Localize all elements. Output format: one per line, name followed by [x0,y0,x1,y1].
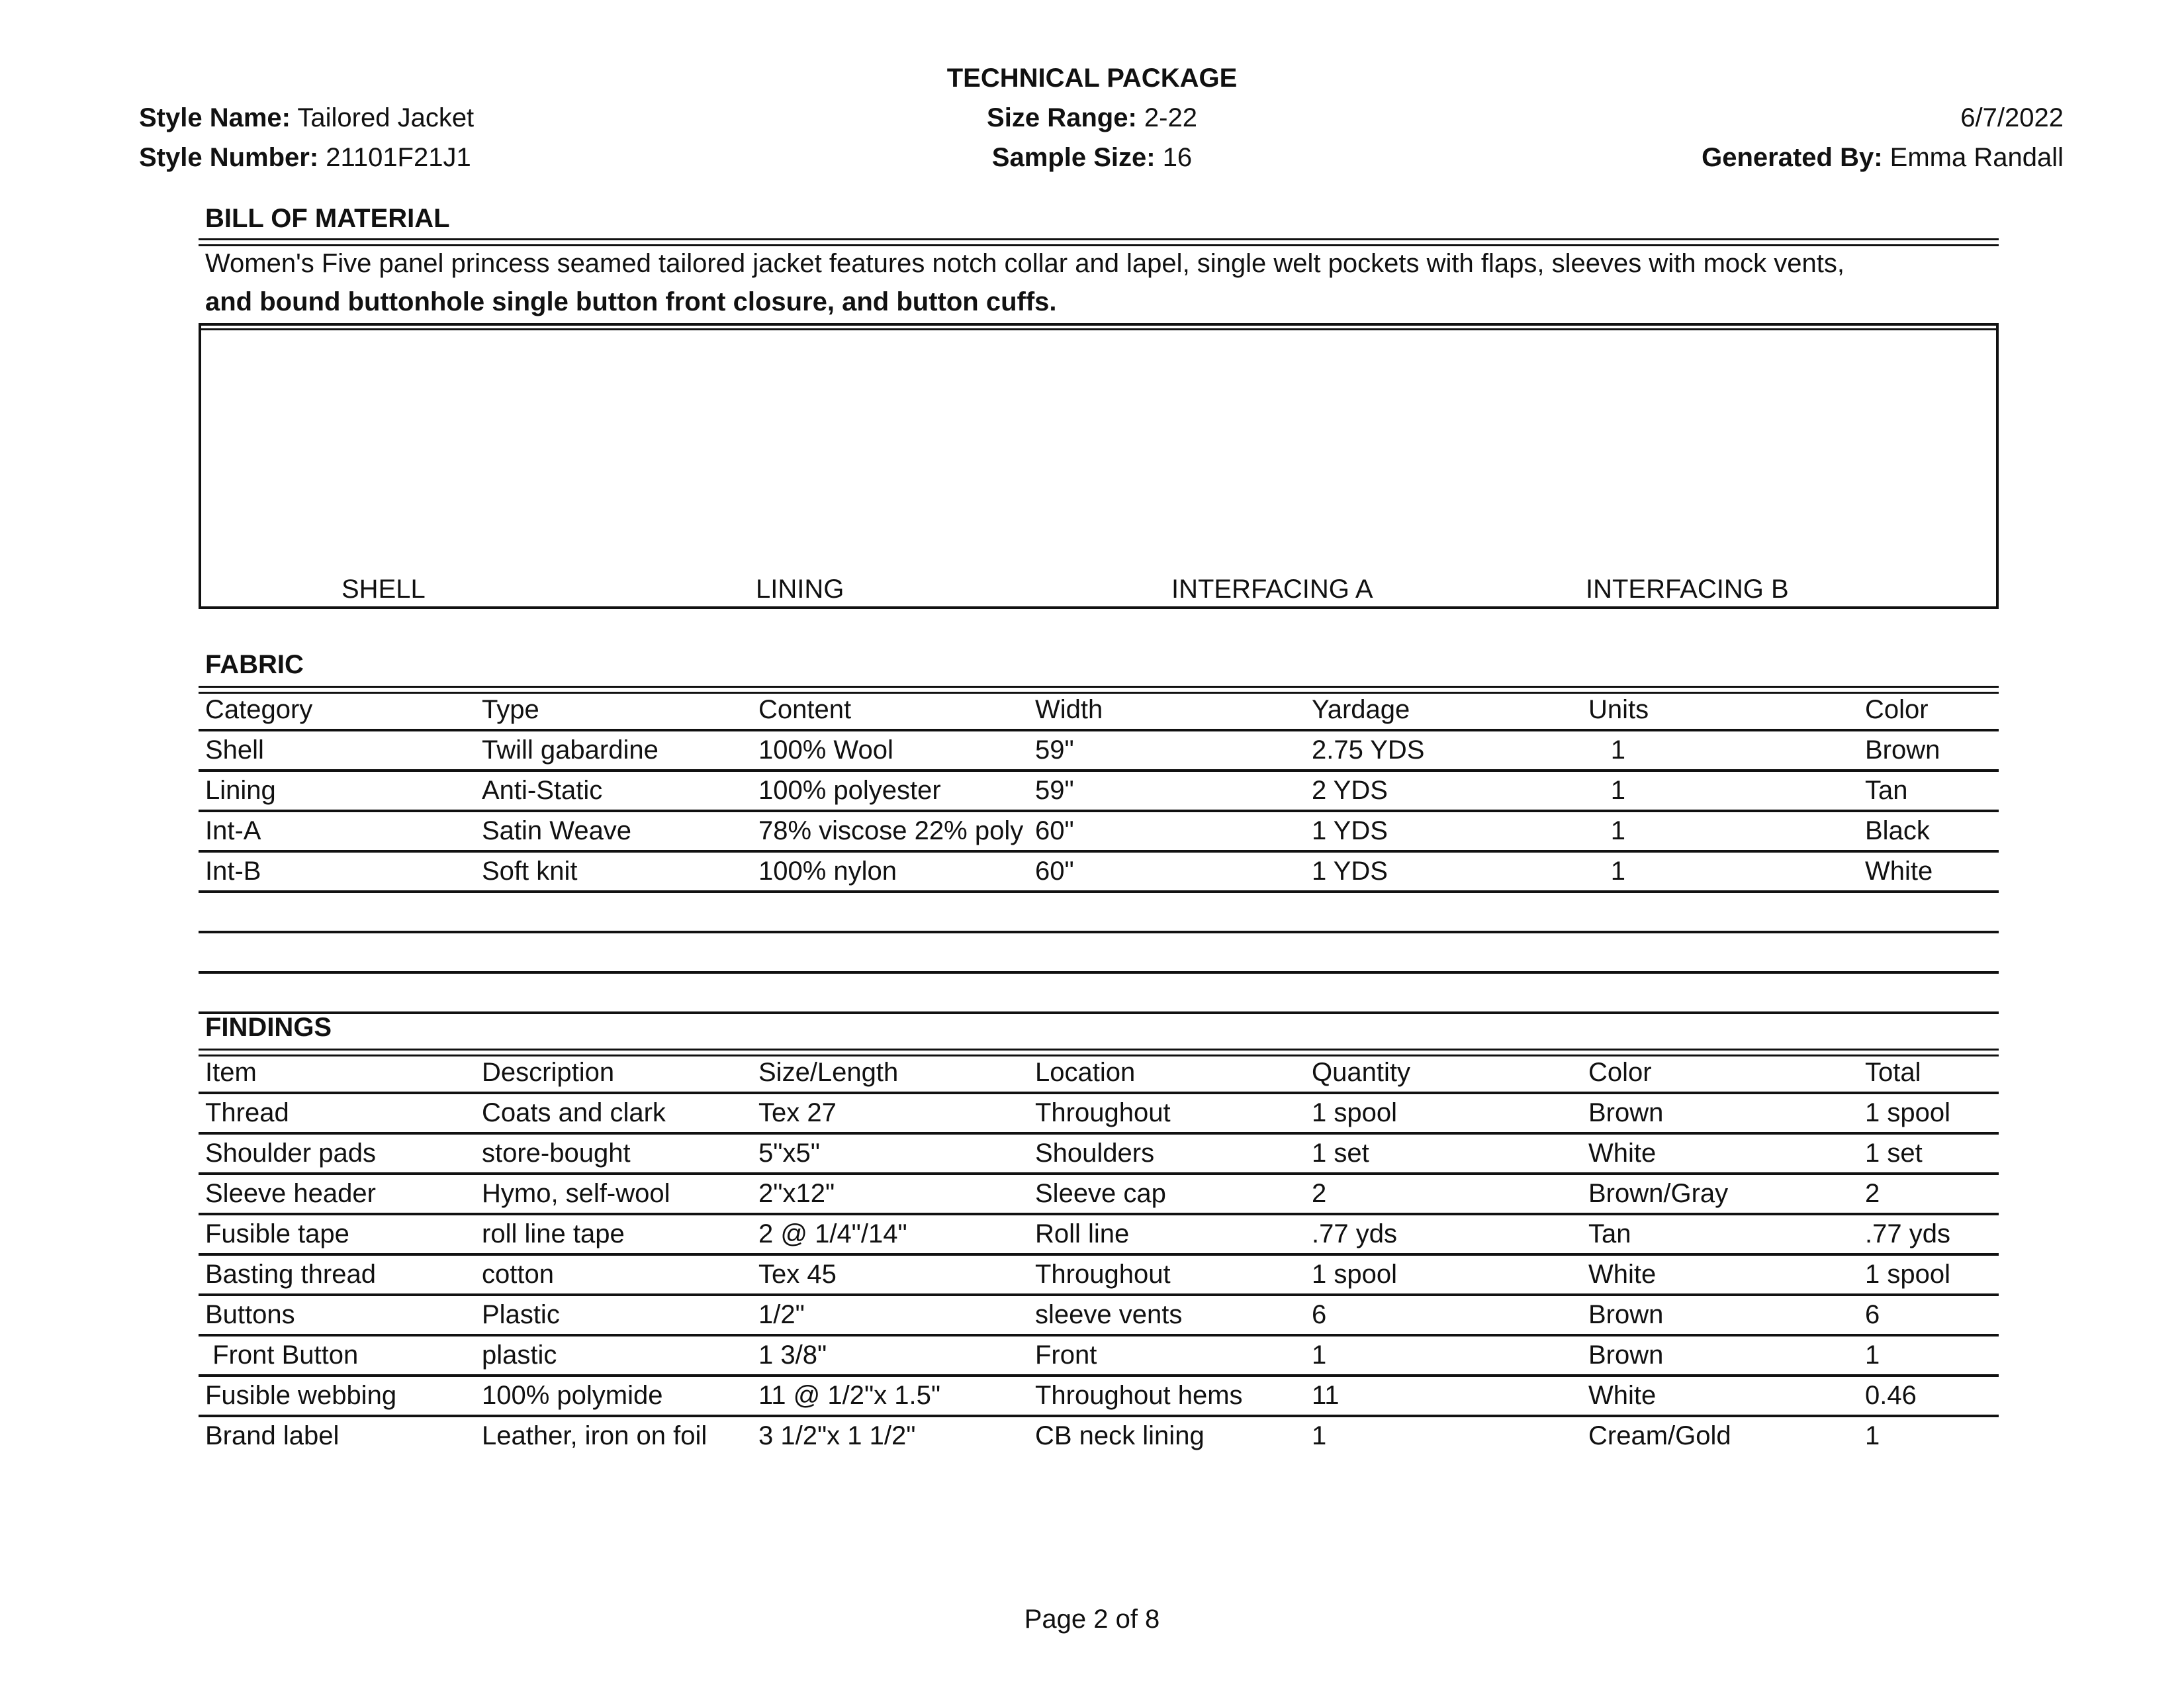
table-cell: Sleeve header [199,1174,475,1214]
table-cell: White [1582,1133,1858,1174]
table-row [199,851,1999,892]
findings-header-row [199,1054,1999,1093]
table-cell: Throughout hems [1028,1376,1305,1416]
findings-col-description: Description [475,1054,752,1093]
table-cell: Coats and clark [475,1093,752,1133]
table-cell: 60" [1028,851,1305,892]
findings-col-location: Location [1028,1054,1305,1093]
image-label-shell: SHELL [341,575,426,604]
table-cell: 1 [1582,851,1858,892]
style-name-label: Style Name: [139,103,291,132]
table-cell: Brown [1582,1295,1858,1335]
findings-col-size-length: Size/Length [752,1054,1028,1093]
table-cell-empty [199,932,1999,972]
table-cell: 1 3/8" [752,1335,1028,1376]
table-cell: Brown [1582,1093,1858,1133]
table-row-empty [199,972,1999,1013]
table-cell: 11 [1305,1376,1582,1416]
style-number-value: 21101F21J1 [326,143,471,172]
table-cell: Shell [199,730,475,771]
table-cell: 1 YDS [1305,811,1582,851]
table-row [199,771,1999,811]
fabric-col-yardage: Yardage [1305,691,1582,730]
table-cell: 1/2" [752,1295,1028,1335]
table-cell: Leather, iron on foil [482,1421,707,1450]
findings-table [199,1054,1999,1455]
table-cell: Buttons [199,1295,475,1335]
style-name-value: Tailored Jacket [297,103,475,132]
table-cell: Throughout [1028,1254,1305,1295]
table-row [199,1254,1999,1295]
table-cell: sleeve vents [1028,1295,1305,1335]
table-cell: plastic [475,1335,752,1376]
table-cell: Tan [1858,771,1999,811]
table-cell: 1 [1312,1421,1327,1450]
table-cell: 1 [1582,771,1858,811]
table-cell: 100% polymide [475,1376,752,1416]
bom-title-rule [199,238,1999,246]
fabric-col-category: Category [199,691,475,730]
table-cell: Fusible tape [199,1214,475,1254]
table-cell: 1 spool [1858,1254,1999,1295]
table-cell: Brand label [205,1421,340,1450]
image-label-interfacing-a: INTERFACING A [1171,575,1373,604]
table-cell: roll line tape [475,1214,752,1254]
bom-title: BILL OF MATERIAL [205,204,450,233]
fabric-col-color: Color [1858,691,1999,730]
table-cell: 6 [1305,1295,1582,1335]
table-cell: 2 [1305,1174,1582,1214]
table-cell: 1 [1582,811,1858,851]
findings-col-total: Total [1858,1054,1999,1093]
table-row [199,1416,1999,1455]
fabric-col-type: Type [475,691,752,730]
table-cell: 1 spool [1858,1093,1999,1133]
size-range [0,103,2184,133]
generated-by-value: Emma Randall [1889,143,2064,172]
table-cell: Int-A [199,811,475,851]
table-cell: .77 yds [1858,1214,1999,1254]
fabric-title: FABRIC [205,650,304,679]
table-cell: Brown [1582,1335,1858,1376]
fabric-header-row [199,691,1999,730]
table-row-empty [199,932,1999,972]
table-cell: Throughout [1028,1093,1305,1133]
document-title: TECHNICAL PACKAGE [946,64,1238,93]
table-cell-empty [199,892,1999,932]
table-cell: 100% nylon [752,851,1028,892]
table-cell: Tan [1582,1214,1858,1254]
fabric-col-width: Width [1028,691,1305,730]
table-cell: White [1858,851,1999,892]
table-cell: Tex 45 [752,1254,1028,1295]
table-cell: Tex 27 [752,1093,1028,1133]
table-cell: 1 [1865,1421,1880,1450]
table-cell: Int-B [199,851,475,892]
table-cell: Cream/Gold [1588,1421,1731,1450]
fabric-col-content: Content [752,691,1028,730]
style-number-label: Style Number: [139,143,319,172]
table-cell: 78% viscose 22% poly [752,811,1028,851]
table-row [199,1093,1999,1133]
table-cell: Hymo, self-wool [475,1174,752,1214]
table-cell: Front Button [199,1335,475,1376]
table-cell: 59" [1028,771,1305,811]
table-cell: 2 [1858,1174,1999,1214]
table-cell: Roll line [1028,1214,1305,1254]
table-cell: Plastic [475,1295,752,1335]
table-cell: 1 [1305,1335,1582,1376]
table-row [199,1133,1999,1174]
table-cell: .77 yds [1305,1214,1582,1254]
table-cell: Thread [199,1093,475,1133]
table-row [199,1335,1999,1376]
table-row [199,1376,1999,1416]
table-row [199,1174,1999,1214]
table-row [199,1295,1999,1335]
table-cell: store-bought [475,1133,752,1174]
table-cell: Brown [1858,730,1999,771]
table-cell: Anti-Static [475,771,752,811]
table-cell: 11 @ 1/2"x 1.5" [752,1376,1028,1416]
table-cell: 100% Wool [752,730,1028,771]
bom-description-line2: and bound buttonhole single button front closure, and button cuffs. [205,287,1057,316]
fabric-table [199,691,1999,1014]
table-cell: CB neck lining [1035,1421,1205,1450]
document-date: 6/7/2022 [1960,103,2064,132]
table-cell: 1 YDS [1305,851,1582,892]
fabric-col-units: Units [1582,691,1858,730]
table-cell-empty [199,972,1999,1013]
table-row-empty [199,892,1999,932]
size-range-value: 2-22 [1144,103,1197,132]
table-cell: Brown/Gray [1582,1174,1858,1214]
table-cell: Twill gabardine [475,730,752,771]
table-cell: 6 [1858,1295,1999,1335]
table-cell: Basting thread [199,1254,475,1295]
table-cell: 2 @ 1/4"/14" [752,1214,1028,1254]
table-cell: 1 set [1305,1133,1582,1174]
table-cell: White [1582,1254,1858,1295]
table-cell: Sleeve cap [1028,1174,1305,1214]
table-cell: Soft knit [475,851,752,892]
table-cell: Fusible webbing [199,1376,475,1416]
table-cell: Black [1858,811,1999,851]
findings-title: FINDINGS [205,1013,332,1042]
table-cell: 59" [1028,730,1305,771]
table-cell: 1 [1582,730,1858,771]
table-row [199,1214,1999,1254]
image-label-interfacing-b: INTERFACING B [1586,575,1789,604]
table-cell: 1 spool [1305,1093,1582,1133]
table-cell: 2.75 YDS [1305,730,1582,771]
table-cell: Shoulders [1028,1133,1305,1174]
table-cell: 5"x5" [752,1133,1028,1174]
table-cell: cotton [475,1254,752,1295]
table-row [199,811,1999,851]
sample-size-label: Sample Size: [991,143,1156,172]
table-cell: Lining [199,771,475,811]
table-cell: White [1582,1376,1858,1416]
table-cell: 1 [1858,1335,1999,1376]
findings-col-item: Item [199,1054,475,1093]
table-cell: 0.46 [1858,1376,1999,1416]
table-cell: 1 spool [1305,1254,1582,1295]
findings-col-quantity: Quantity [1305,1054,1582,1093]
table-cell: Satin Weave [475,811,752,851]
size-range-label: Size Range: [987,103,1137,132]
findings-col-color: Color [1582,1054,1858,1093]
table-row [199,730,1999,771]
bom-description-line1: Women's Five panel princess seamed tailored jacket features notch collar and lapel, single welt pockets with flaps, sleeves with mock vents, [205,249,1844,278]
sample-size-value: 16 [1162,143,1193,172]
table-cell: 60" [1028,811,1305,851]
table-cell: 100% polyester [752,771,1028,811]
image-label-lining: LINING [756,575,844,604]
generated-by [1702,143,2064,173]
table-cell: 2 YDS [1305,771,1582,811]
table-cell: 2"x12" [752,1174,1028,1214]
material-image-box [199,323,1999,609]
table-cell: Shoulder pads [199,1133,475,1174]
generated-by-label: Generated By: [1702,143,1883,172]
page-number: Page 2 of 8 [1024,1605,1160,1634]
table-cell: 3 1/2"x 1 1/2" [758,1421,916,1450]
table-cell: 1 set [1858,1133,1999,1174]
table-cell: Front [1028,1335,1305,1376]
